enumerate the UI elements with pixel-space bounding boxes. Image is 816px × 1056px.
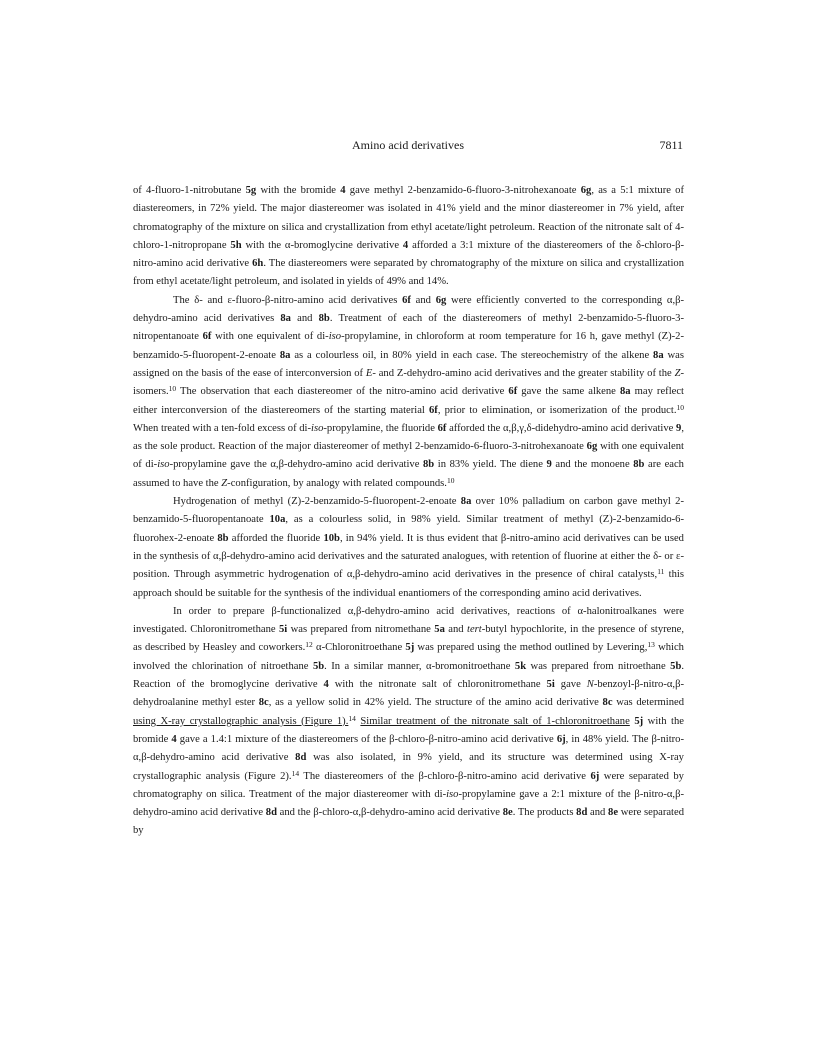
running-title: Amino acid derivatives xyxy=(352,138,464,152)
running-header xyxy=(133,138,683,154)
paragraph-2: The δ- and ε-fluoro-β-nitro-amino acid derivatives 6f and 6g were efficiently converted to the corresponding α,β-dehydro-amino acid derivatives 8a and 8b. Treatment of each of the diastereomers of methyl 2-benzamido-5-fluoro-3-nitropentanoate 6f with one equivalent of di-iso-propylamine, in chloroform at room temperature for 16 h, gave methyl (Z)-2-benzamido-5-fluoropent-2-enoate 8a as a colourless oil, in 80% yield in each case. The stereochemistry of the alkene 8a was assigned on the basis of the ease of interconversion of E- and Z-dehydro-amino acid derivatives and the greater stability of the Z-isomers.$^{10}$ The observation that each diastereomer of the nitro-amino acid derivative 6f gave the same alkene 8a may reflect either interconversion of the diastereomers of the starting material 6f, prior to elimination, or isomerization of the product.$^{10}$ When treated with a ten-fold excess of di-iso-propylamine, the fluoride 6f afforded the α,β,γ,δ-didehydro-amino acid derivative 9, as the sole product. Reaction of the major diastereomer of methyl 2-benzamido-6-fluoro-3-nitrohexanoate 6g with one equivalent of di-iso-propylamine gave the α,β-dehydro-amino acid derivative 8b in 83% yield. The diene 9 and the monoene 8b are each assumed to have the Z-configuration, by analogy with related compounds.$^{10}$ xyxy=(133,294,685,489)
paragraph-3: Hydrogenation of methyl (Z)-2-benzamido-5-fluoropent-2-enoate 8a over 10% palladium on carbon gave methyl 2-benzamido-5-fluoropentanoate 10a, as a colourless solid, in 98% yield. Similar treatment of methyl (Z)-2-benzamido-6-fluorohex-2-enoate 8b afforded the fluoride 10b, in 94% yield. It is thus evident that β-nitro-amino acid derivatives can be used in the synthesis of α,β-dehydro-amino acid derivatives and the saturated analogues, with retention of fluorine at either the δ- or ε-position. Through asymmetric hydrogenation of α,β-dehydro-amino acid derivatives in the presence of chiral catalysts,$^{11}$ this approach should be suitable for the synthesis of the individual enantiomers of the corresponding amino acid derivatives. xyxy=(133,496,684,599)
page-number: 7811 xyxy=(659,138,683,152)
body-text xyxy=(133,182,684,841)
paragraph-1: of 4-fluoro-1-nitrobutane 5g with the bromide 4 gave methyl 2-benzamido-6-fluoro-3-nitrohexanoate 6g, as a 5:1 mixture of diastereomers, in 72% yield. The major diastereomer was isolated in 41% yield and the minor diastereomer in 7% yield, after chromatography of the mixture on silica and crystallization from ethyl acetate/light petroleum. Reaction of the nitronate salt of 4-chloro-1-nitropropane 5h with the α-bromoglycine derivative 4 afforded a 3:1 mixture of the diastereomers of the δ-chloro-β-nitro-amino acid derivative 6h. The diastereomers were separated by chromatography of the mixture on silica and crystallization from ethyl acetate/light petroleum, and isolated in yields of 49% and 14%. xyxy=(133,185,684,288)
paragraph-4: In order to prepare β-functionalized α,β-dehydro-amino acid derivatives, reactions of α-halonitroalkanes were investigated. Chloronitromethane 5i was prepared from nitromethane 5a and tert-butyl hypochlorite, in the presence of styrene, as described by Heasley and coworkers.$^{12}$ α-Chloronitroethane 5j was prepared using the method outlined by Levering,$^{13}$ which involved the chlorination of nitroethane 5b. In a similar manner, α-bromonitroethane 5k was prepared from nitroethane 5b. Reaction of the bromoglycine derivative 4 with the nitronate salt of chloronitromethane 5i gave N-benzoyl-β-nitro-α,β-dehydroalanine methyl ester 8c, as a yellow solid in 42% yield. The structure of the amino acid derivative 8c was determined using X-ray crystallographic analysis (Figure 1).$^{14}$ Similar treatment of the nitronate salt of 1-chloronitroethane 5j with the bromide 4 gave a 1.4:1 mixture of the diastereomers of the β-chloro-β-nitro-amino acid derivative 6j, in 48% yield. The β-nitro-α,β-dehydro-amino acid derivative 8d was also isolated, in 9% yield, and its structure was determined using X-ray crystallographic analysis (Figure 2).$^{14}$ The diastereomers of the β-chloro-β-nitro-amino acid derivative 6j were separated by chromatography on silica. Treatment of the major diastereomer with di-iso-propylamine gave a 2:1 mixture of the β-nitro-α,β-dehydro-amino acid derivative 8d and the β-chloro-α,β-dehydro-amino acid derivative 8e. The products 8d and 8e were separated by xyxy=(133,605,685,837)
